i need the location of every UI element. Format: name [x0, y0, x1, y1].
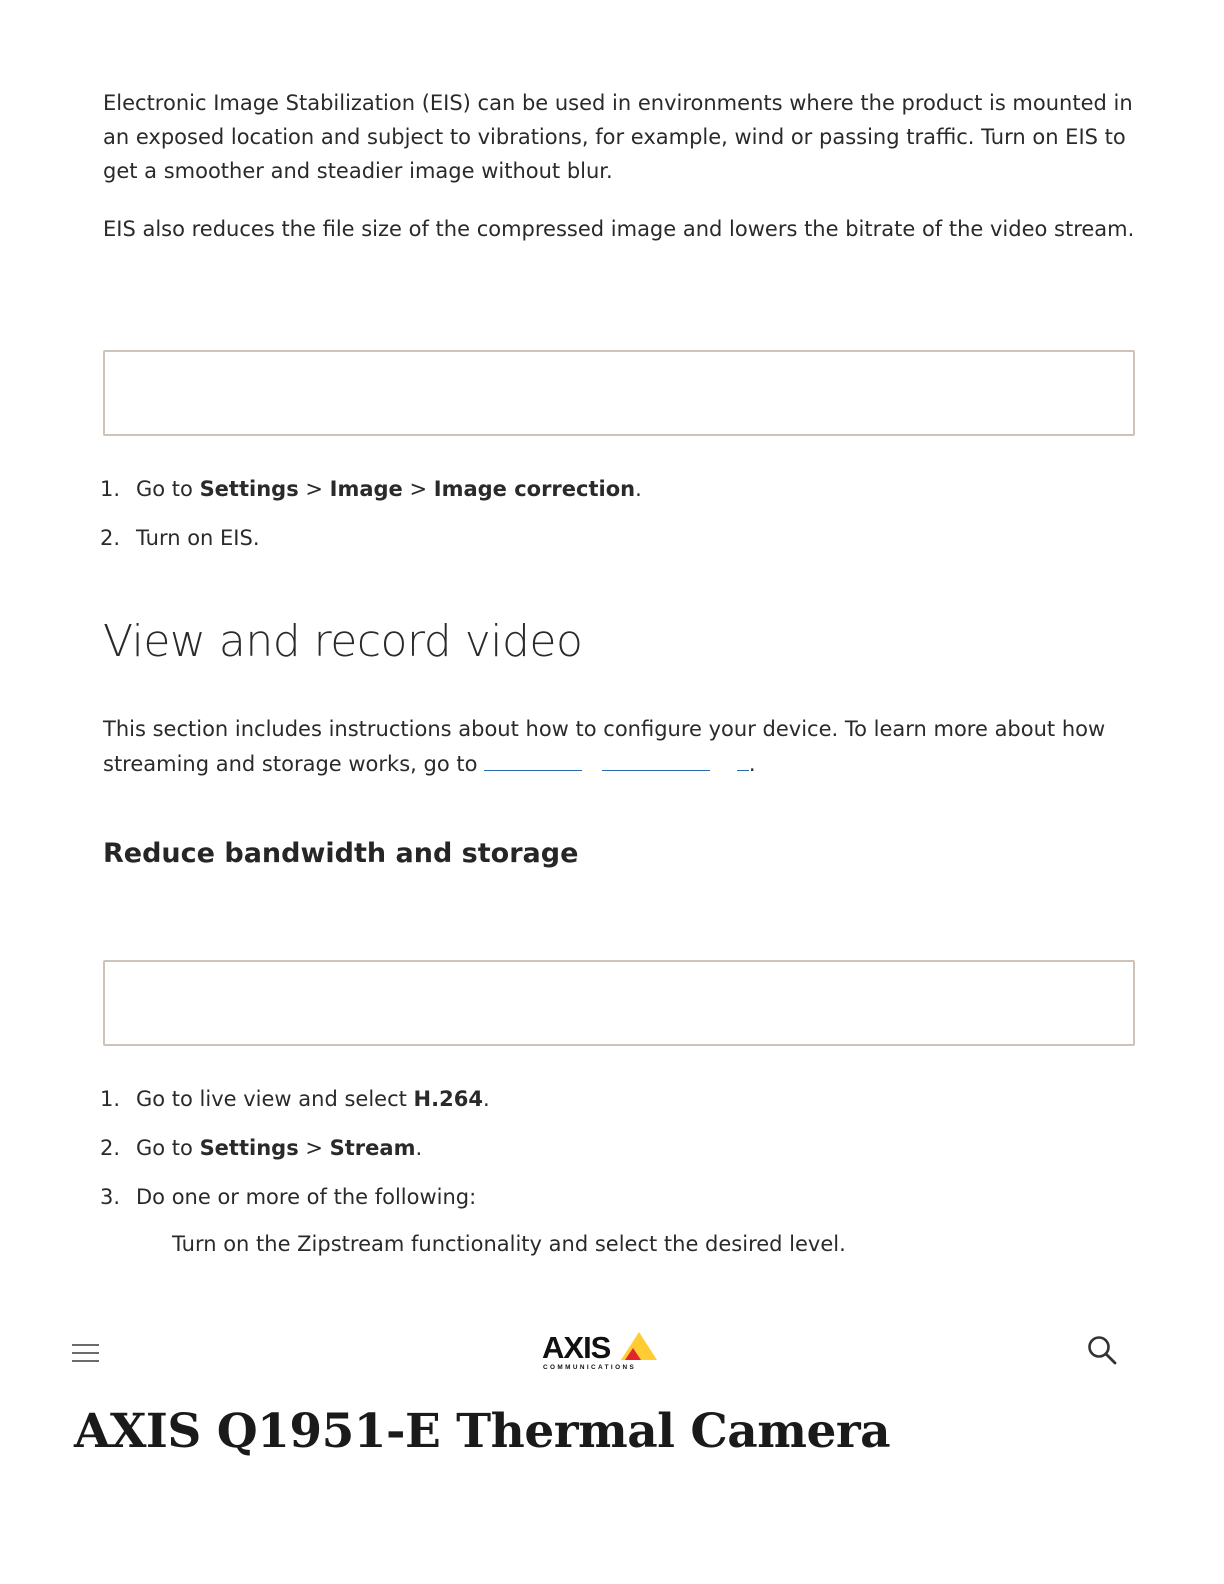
eis-bitrate-paragraph: EIS also reduces the file size of the compressed image and lowers the bitrate of the video stream.: [103, 217, 1135, 241]
note-box: [103, 960, 1135, 1046]
list-item: 2. Go to Settings > Stream.: [100, 1136, 423, 1160]
list-item: 1. Go to live view and select H.264.: [100, 1087, 490, 1111]
logo-triangle: [621, 1332, 657, 1360]
product-title: AXIS Q1951-E Thermal Camera: [74, 1404, 891, 1459]
svg-text:COMMUNICATIONS: COMMUNICATIONS: [543, 1364, 637, 1370]
section-intro-paragraph: This section includes instructions about how to configure your device. To learn more about how streaming and storage works, go to .: [103, 717, 1106, 776]
note-box: [103, 350, 1135, 436]
bandwidth-steps-list: [100, 1084, 490, 1231]
footer-bar: [0, 1320, 1224, 1384]
link-learn-more[interactable]: [484, 752, 749, 776]
search-icon[interactable]: [1086, 1334, 1118, 1366]
axis-logo[interactable]: [541, 1326, 657, 1370]
list-item: 3. Do one or more of the following:: [100, 1185, 477, 1209]
hamburger-menu-icon[interactable]: [72, 1344, 99, 1362]
subsection-heading: Reduce bandwidth and storage: [103, 838, 579, 869]
sub-list-item: Turn on the Zipstream functionality and select the desired level.: [172, 1232, 846, 1256]
eis-steps-list: [100, 474, 642, 572]
eis-intro-paragraph: Electronic Image Stabilization (EIS) can be used in environments where the product is mounted in an exposed location and subject to vibrations, for example, wind or passing traffic. Turn on EIS to get a smoother and steadier image without blur.: [103, 91, 1133, 183]
list-item: 2. Turn on EIS.: [100, 526, 260, 550]
eis-section: [103, 86, 1139, 246]
list-item: 1. Go to Settings > Image > Image correction.: [100, 477, 642, 501]
section-heading: View and record video: [103, 616, 583, 667]
svg-text:AXIS: AXIS: [542, 1330, 611, 1365]
